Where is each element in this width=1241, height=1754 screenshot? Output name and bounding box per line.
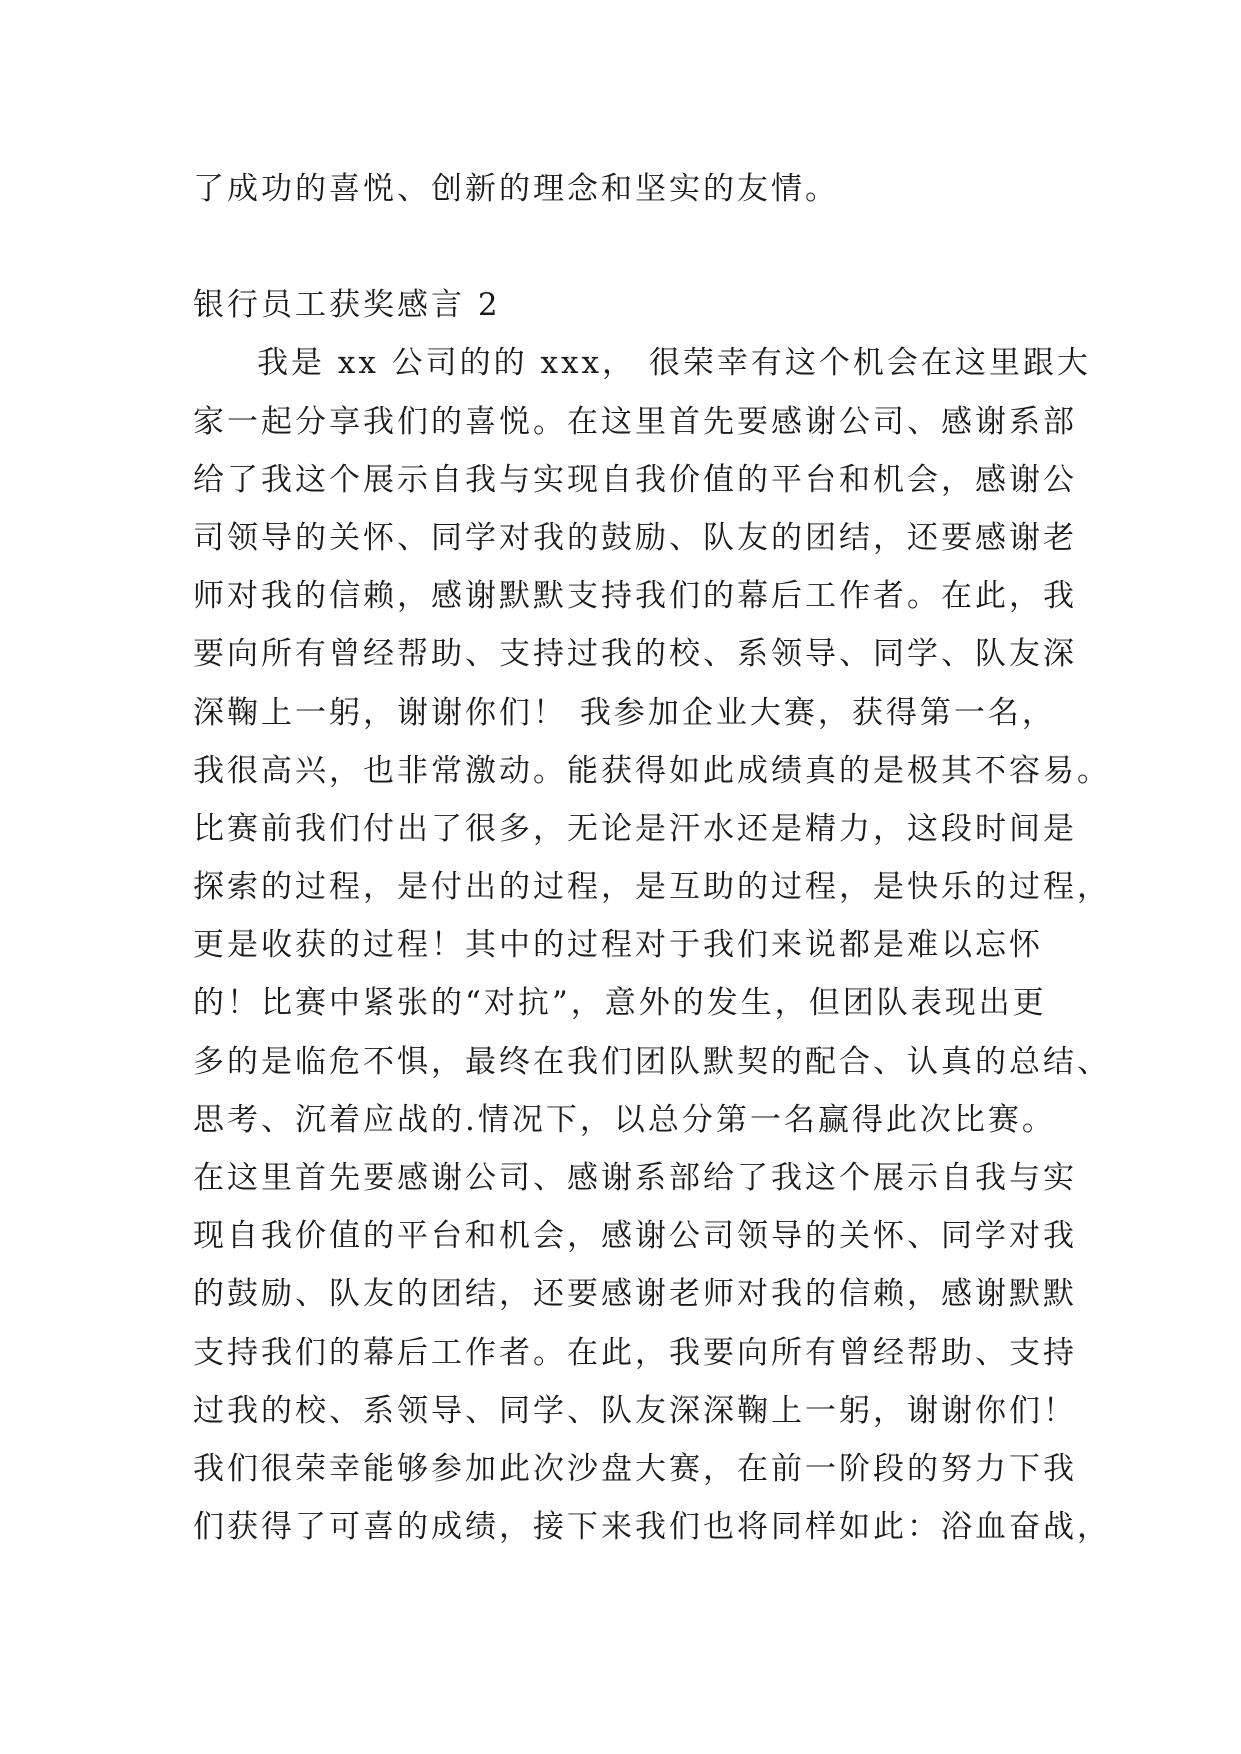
body-line: 支持我们的幕后工作者。在此，我要向所有曾经帮助、支持 — [193, 1334, 1077, 1371]
body-line: 的鼓励、队友的团结，还要感谢老师对我的信赖，感谢默默 — [193, 1276, 1077, 1313]
body-line: 多的是临危不惧，最终在我们团队默契的配合、认真的总结、 — [193, 1043, 1111, 1080]
body-line: 探索的过程，是付出的过程，是互助的过程，是快乐的过程， — [193, 869, 1111, 906]
body-line: 我很高兴，也非常激动。能获得如此成绩真的是极其不容易。 — [193, 752, 1111, 789]
body-line: 司领导的关怀、同学对我的鼓励、队友的团结，还要感谢老 — [193, 519, 1077, 556]
body-line: 要向所有曾经帮助、支持过我的校、系领导、同学、队友深 — [193, 636, 1077, 673]
body-line: 师对我的信赖，感谢默默支持我们的幕后工作者。在此，我 — [193, 578, 1077, 615]
body-line: 家一起分享我们的喜悦。在这里首先要感谢公司、感谢系部 — [193, 403, 1077, 440]
body-line: 现自我价值的平台和机会，感谢公司领导的关怀、同学对我 — [193, 1218, 1077, 1255]
body-line: 更是收获的过程！其中的过程对于我们来说都是难以忘怀 — [193, 927, 1043, 964]
intro-line: 了成功的喜悦、创新的理念和坚实的友情。 — [193, 171, 839, 207]
body-line: 我们很荣幸能够参加此次沙盘大赛，在前一阶段的努力下我 — [193, 1450, 1077, 1487]
body-line: 的！比赛中紧张的“对抗”，意外的发生，但团队表现出更 — [193, 985, 1047, 1022]
paragraph-gap — [193, 218, 1073, 276]
body-line: 们获得了可喜的成绩，接下来我们也将同样如此：浴血奋战， — [193, 1509, 1111, 1546]
body-line: 比赛前我们付出了很多，无论是汗水还是精力，这段时间是 — [193, 810, 1077, 847]
section-title: 银行员工获奖感言 2 — [193, 287, 501, 324]
body-line: 思考、沉着应战的.情况下，以总分第一名赢得此次比赛。 — [193, 1101, 1056, 1138]
body-line: 在这里首先要感谢公司、感谢系部给了我这个展示自我与实 — [193, 1160, 1077, 1196]
body-line: 我是 xx 公司的的 xxx， 很荣幸有这个机会在这里跟大 — [257, 345, 1091, 382]
body-line: 过我的校、系领导、同学、队友深深鞠上一躬，谢谢你们！ — [193, 1392, 1077, 1429]
document-text — [193, 160, 1111, 1556]
body-line: 深鞠上一躬，谢谢你们！ 我参加企业大赛，获得第一名， — [193, 694, 1056, 731]
body-line: 给了我这个展示自我与实现自我价值的平台和机会，感谢公 — [193, 461, 1077, 498]
